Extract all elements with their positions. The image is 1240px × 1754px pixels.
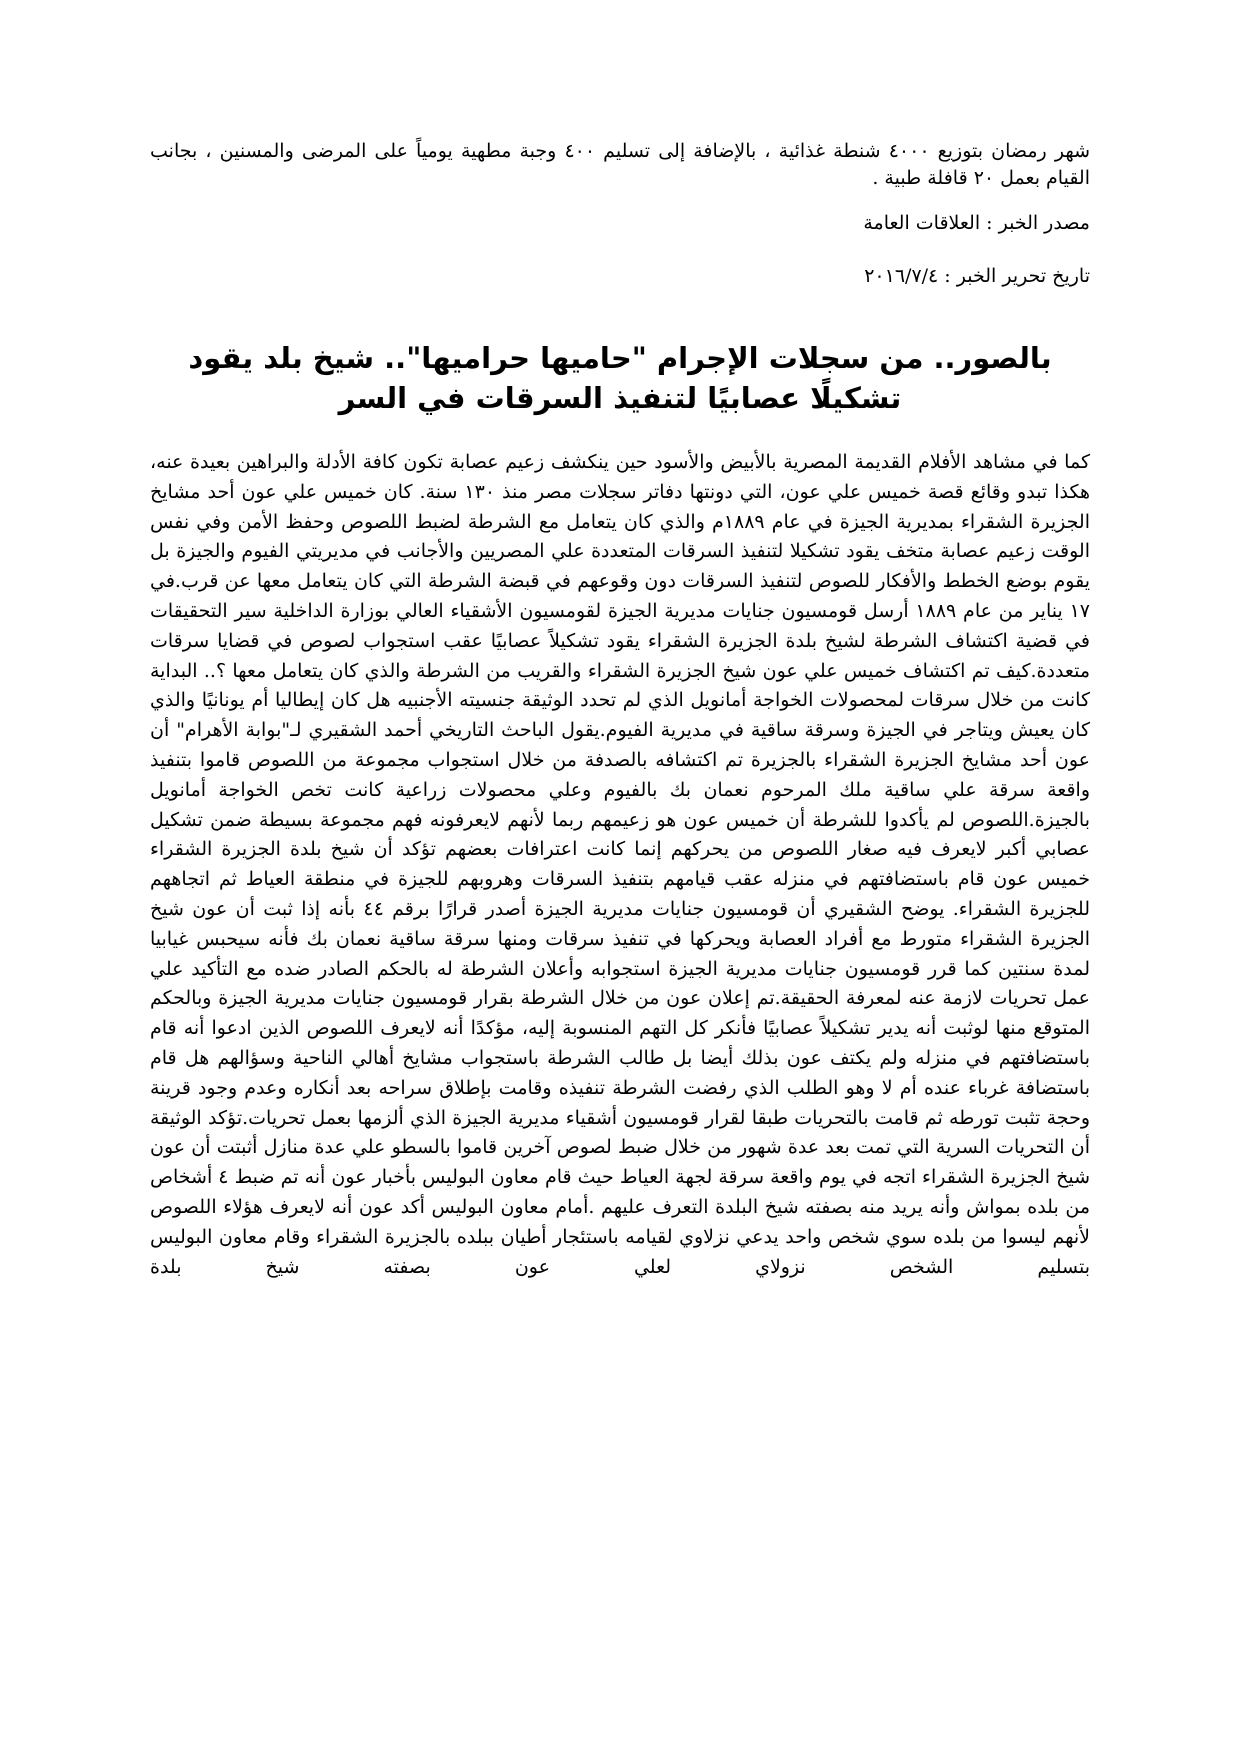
news-date: تاريخ تحرير الخبر : ٢٠١٦/٧/٤ xyxy=(864,265,1090,287)
article-body: كما في مشاهد الأفلام القديمة المصرية بالأبيض والأسود حين ينكشف زعيم عصابة تكون كافة الأدلة والبراهين بعيدة عنه، هكذا تبدو وقائع قصة خميس علي عون، التي دونتها دفاتر سجلات مصر منذ ١٣٠ سنة. كان خميس علي عون أحد مشايخ الجزيرة الشقراء بمديرية الجيزة في عام ١٨٨٩م والذي كان يتعامل مع الشرطة لضبط اللصوص وحفظ الأمن وفي نفس الوقت زعيم عصابة متخف يقود تشكيلا لتنفيذ السرقات المتعددة علي المصريين والأجانب في مديريتي الفيوم والجيزة بل يقوم بوضع الخطط والأفكار للصوص لتنفيذ السرقات دون وقوعهم في قبضة الشرطة التي كان يتعامل معها عن قرب.في ١٧ يناير من عام ١٨٨٩ أرسل قومسيون جنايات مديرية الجيزة لقومسيون الأشقياء العالي بوزارة الداخلية سير التحقيقات في قضية اكتشاف الشرطة لشيخ بلدة الجزيرة الشقراء يقود تشكيلاً عصابيًا عقب استجواب لصوص في قضايا سرقات متعددة.كيف تم اكتشاف خميس علي عون شيخ الجزيرة الشقراء والقريب من الشرطة والذي كان يتعامل معها ؟.. البداية كانت من خلال سرقات لمحصولات الخواجة أمانويل الذي لم تحدد الوثيقة جنسيته الأجنبيه هل كان إيطاليا أم يونانيًا والذي كان يعيش ويتاجر في الجيزة وسرقة ساقية في مديرية الفيوم.يقول الباحث التاريخي أحمد الشقيري لـ"بوابة الأهرام" أن عون أحد مشايخ الجزيرة الشقراء بالجزيرة تم اكتشافه بالصدفة من خلال استجواب مجموعة من اللصوص قاموا بتنفيذ واقعة سرقة علي ساقية ملك المرحوم نعمان بك بالفيوم وعلي محصولات زراعية كانت تخص الخواجة أمانويل بالجيزة.اللصوص لم يأكدوا للشرطة أن خميس عون هو زعيمهم ربما لأنهم لايعرفونه فهم مجموعة بسيطة ضمن تشكيل عصابي أكبر لايعرف فيه صغار اللصوص من يحركهم إنما كانت اعترافات بعضهم تؤكد أن شيخ بلدة الجزيرة الشقراء خميس عون قام باستضافتهم في منزله عقب قيامهم بتنفيذ السرقات وهروبهم للجيزة في منطقة العياط ثم اتجاههم للجزيرة الشقراء. يوضح الشقيري أن قومسيون جنايات مديرية الجيزة أصدر قرارًا برقم ٤٤ بأنه إذا ثبت أن عون شيخ الجزيرة الشقراء متورط مع أفراد العصابة ويحركها في تنفيذ سرقات ومنها سرقة ساقية نعمان بك فأنه سيحبس غيابيا لمدة سنتين كما قرر قومسيون جنايات مديرية الجيزة استجوابه وأعلان الشرطة له بالحكم الصادر ضده مع التأكيد علي عمل تحريات لازمة عنه لمعرفة الحقيقة.تم إعلان عون من خلال الشرطة بقرار قومسيون جنايات مديرية الجيزة وبالحكم المتوقع منها لوثبت أنه يدير تشكيلاً عصابيًا فأنكر كل التهم المنسوبة إليه، مؤكدًا أنه لايعرف اللصوص الذين ادعوا أنه قام باستضافتهم في منزله ولم يكتف عون بذلك أيضا بل طالب الشرطة باستجواب مشايخ أهالي الناحية وسؤالهم هل قام باستضافة غرباء عنده أم لا وهو الطلب الذي رفضت الشرطة تنفيذه وقامت بإطلاق سراحه بعد أنكاره وعدم وجود قرينة وحجة تثبت تورطه ثم قامت بالتحريات طبقا لقرار قومسيون أشقياء مديرية الجيزة الذي ألزمها بعمل تحريات.تؤكد الوثيقة أن التحريات السرية التي تمت بعد عدة شهور من خلال ضبط لصوص آخرين قاموا بالسطو علي عدة منازل أثبتت أن عون شيخ الجزيرة الشقراء اتجه في يوم واقعة سرقة لجهة العياط حيث قام معاون البوليس بأخبار عون أنه تم ضبط ٤ أشخاص من بلده بمواش وأنه يريد منه بصفته شيخ البلدة التعرف عليهم .أمام معاون البوليس أكد عون أنه لايعرف هؤلاء اللصوص لأنهم ليسوا من بلده سوي شخص واحد يدعي نزلاوي لقيامه باستئجار أطيان ببلده بالجزيرة الشقراء وقام معاون البوليس بتسليم الشخص نزولاي لعلي عون بصفته شيخ بلدة xyxy=(150,451,1090,1278)
article-title: بالصور.. من سجلات الإجرام "حاميها حراميها".. شيخ بلد يقود تشكيلًا عصابيًا لتنفيذ السرقات في السر xyxy=(188,341,1052,415)
news-source: مصدر الخبر : العلاقات العامة xyxy=(863,212,1090,234)
intro-paragraph: شهر رمضان بتوزيع ٤٠٠٠ شنطة غذائية ، بالإضافة إلى تسليم ٤٠٠ وجبة مطهية يومياً على المرضى والمسنين ، بجانب القيام بعمل ٢٠ قافلة طبية . xyxy=(150,140,1090,189)
document-page xyxy=(150,138,1090,1282)
